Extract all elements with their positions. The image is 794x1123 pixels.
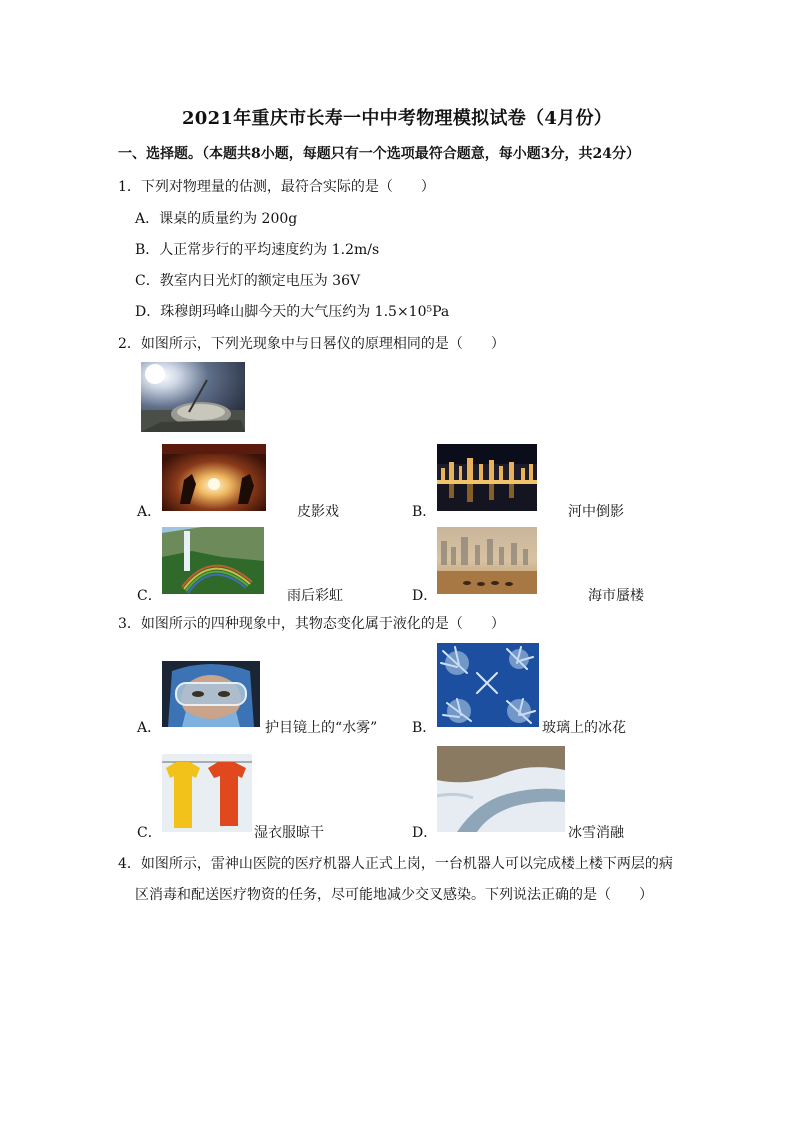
q2-option-a-letter: A． xyxy=(137,504,162,520)
q3-option-a-letter: A． xyxy=(137,720,162,736)
goggles-fog-image xyxy=(162,661,260,727)
shadow-play-image xyxy=(162,444,266,511)
q3-option-c-letter: C． xyxy=(137,825,162,841)
question-1-option-d: D．珠穆朗玛峰山脚今天的大气压约为 1.5×10⁵Pa xyxy=(135,304,450,320)
q2-option-b-caption: 河中倒影 xyxy=(568,504,624,520)
q3-option-b-letter: B． xyxy=(412,720,437,736)
q3-option-a-caption: 护目镜上的“水雾” xyxy=(265,720,378,736)
question-2-stem: 2．如图所示，下列光现象中与日晷仪的原理相同的是（ ） xyxy=(118,336,505,352)
rainbow-image xyxy=(162,527,264,594)
mirage-image xyxy=(437,527,537,594)
melting-snow-image xyxy=(437,746,565,832)
q3-option-d-caption: 冰雪消融 xyxy=(568,825,624,841)
frost-flower-image xyxy=(437,643,539,727)
question-4-line-1: 4．如图所示，雷神山医院的医疗机器人正式上岗，一台机器人可以完成楼上楼下两层的病 xyxy=(118,856,673,872)
page-title: 2021年重庆市长寿一中中考物理模拟试卷（4月份） xyxy=(181,108,613,129)
question-1-option-c: C．教室内日光灯的额定电压为 36V xyxy=(135,273,361,289)
q2-option-d-caption: 海市蜃楼 xyxy=(588,588,644,604)
q2-option-d-letter: D． xyxy=(412,588,438,604)
q2-option-c-caption: 雨后彩虹 xyxy=(287,588,343,604)
section-heading: 一、选择题。（本题共8小题，每题只有一个选项最符合题意，每小题3分，共24分） xyxy=(118,146,640,162)
q3-option-c-caption: 湿衣服晾干 xyxy=(254,825,324,841)
question-4-line-2: 区消毒和配送医疗物资的任务，尽可能地减少交叉感染。下列说法正确的是（ ） xyxy=(135,887,653,903)
river-reflection-image xyxy=(437,444,537,511)
drying-clothes-image xyxy=(162,754,252,832)
question-1-stem: 1．下列对物理量的估测，最符合实际的是（ ） xyxy=(118,179,435,195)
q2-option-b-letter: B． xyxy=(412,504,437,520)
q2-option-c-letter: C． xyxy=(137,588,162,604)
question-1-option-a: A．课桌的质量约为 200g xyxy=(135,211,298,227)
question-3-stem: 3．如图所示的四种现象中，其物态变化属于液化的是（ ） xyxy=(118,616,505,632)
sundial-image xyxy=(141,362,245,432)
question-1-option-b: B．人正常步行的平均速度约为 1.2m/s xyxy=(135,242,380,258)
q2-option-a-caption: 皮影戏 xyxy=(297,504,339,520)
q3-option-d-letter: D． xyxy=(412,825,438,841)
q3-option-b-caption: 玻璃上的冰花 xyxy=(542,720,626,736)
